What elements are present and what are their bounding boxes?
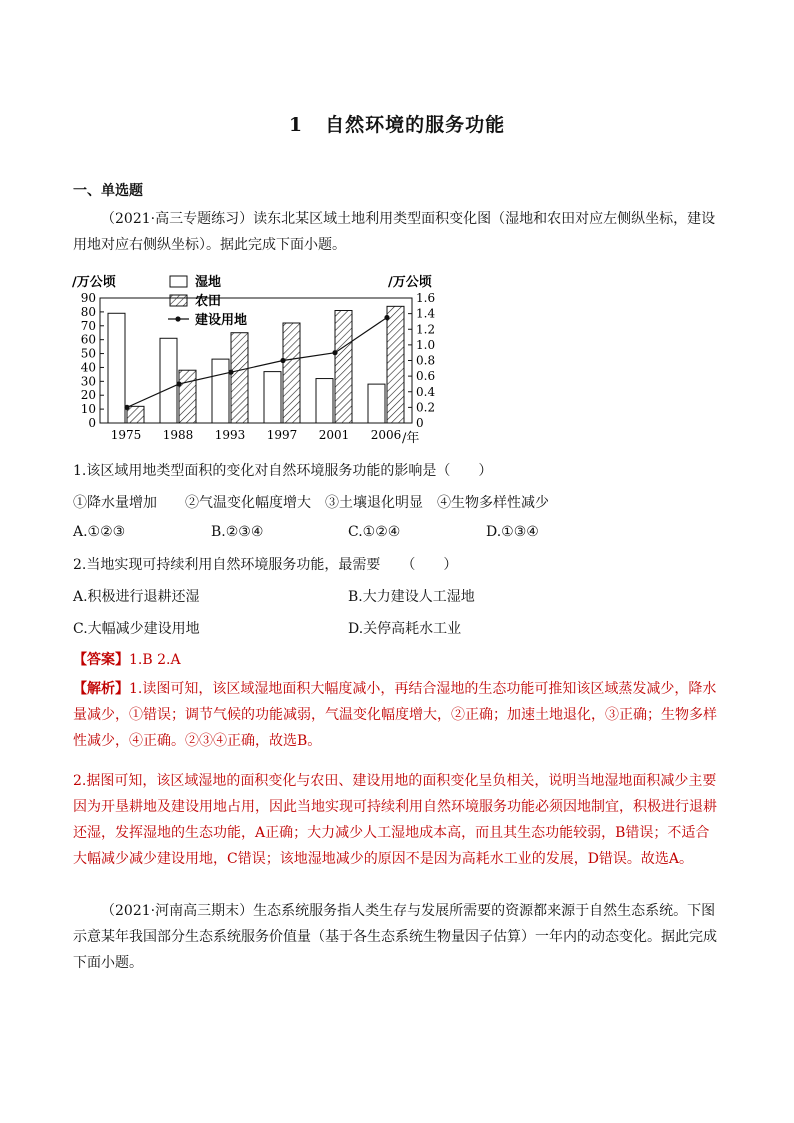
- wetland-bar: [368, 384, 385, 423]
- legend-farmland-swatch: [170, 295, 187, 306]
- left-axis-unit: /万公顷: [72, 275, 116, 290]
- answer-line: [73, 649, 181, 669]
- right-tick-label: 1.0: [416, 337, 436, 352]
- construction-land-point: [124, 405, 129, 410]
- chart-legend: [168, 274, 247, 328]
- right-tick-label: 0.6: [416, 369, 436, 384]
- right-tick-label: 1.6: [416, 291, 436, 305]
- x-tick-label: 1988: [162, 428, 194, 442]
- analysis-tag: 【解析】: [73, 681, 129, 697]
- answer-tag: 【答案】: [73, 652, 129, 668]
- wetland-bar: [160, 338, 177, 423]
- q2-option-c: C.大幅减少建设用地: [73, 621, 200, 637]
- title-text: 自然环境的服务功能: [325, 114, 506, 136]
- farmland-bar: [283, 323, 300, 423]
- right-tick-label: 0.2: [416, 400, 436, 415]
- x-tick-label: 2001: [318, 428, 350, 442]
- farmland-bar: [231, 333, 248, 423]
- legend-construction-marker: [175, 316, 180, 321]
- question-intro-2: （2021·河南高三期末）生态系统服务指人类生存与发展所需要的资源都来源于自然生态系统。下图示意某年我国部分生态系统服务价值量（基于各生态系统生物量因子估算）一年内的动态变化。据此完成下面小题。: [73, 903, 717, 971]
- farmland-bar: [179, 370, 196, 423]
- construction-land-point: [332, 350, 337, 355]
- left-tick-label: 60: [80, 332, 96, 347]
- analysis-1: [73, 676, 723, 754]
- left-tick-label: 20: [80, 388, 96, 403]
- legend-construction-label: 建设用地: [195, 313, 248, 328]
- farmland-bar: [387, 306, 404, 423]
- analysis-1-text: 1.读图可知，该区域湿地面积大幅度减小，再结合湿地的生态功能可推知该区域蒸发减少，降水量减少，①错误；调节气候的功能减弱，气温变化幅度增大，②正确；加速土地退化，③正确；生物多样性减少，④正确。②③④正确，故选B。: [73, 681, 717, 749]
- x-tick-label: 2006: [370, 428, 402, 442]
- question-1-items: ①降水量增加 ②气温变化幅度增大 ③土壤退化明显 ④生物多样性减少: [73, 495, 549, 511]
- left-tick-label: 80: [80, 304, 96, 319]
- construction-land-point: [176, 381, 181, 386]
- construction-land-point: [384, 315, 389, 320]
- wetland-bar: [212, 359, 229, 423]
- x-tick-label: 1993: [214, 428, 246, 442]
- construction-land-point: [280, 358, 285, 363]
- wetland-bar: [264, 372, 281, 423]
- q2-option-b: B.大力建设人工湿地: [348, 589, 475, 605]
- left-tick-label: 30: [80, 374, 96, 389]
- q1-option-d: D.①③④: [486, 524, 539, 540]
- legend-wetland-label: 湿地: [195, 275, 222, 290]
- x-tick-label: 1975: [110, 428, 142, 442]
- right-tick-label: 0.4: [416, 384, 436, 399]
- wetland-bar: [316, 379, 333, 423]
- right-tick-label: 0: [416, 416, 424, 430]
- q1-option-c: C.①②④: [348, 524, 401, 540]
- left-tick-label: 70: [80, 318, 96, 333]
- land-use-chart: [70, 270, 450, 445]
- analysis-2: 2.据图可知，该区域湿地的面积变化与农田、建设用地的面积变化呈负相关，说明当地湿地面积减少主要因为开垦耕地及建设用地占用，因此当地实现可持续利用自然环境服务功能必须因地制宜，积极进行退耕还湿，发挥湿地的生态功能，A正确；大力减少人工湿地成本高，而且其生态功能较弱，B错误；不适合大幅减少减少建设用地，C错误；该地湿地减少的原因不是因为高耗水工业的发展，D错误。故选A。: [73, 773, 717, 867]
- q2-option-a: A.积极进行退耕还湿: [73, 589, 200, 605]
- wetland-bar: [108, 313, 125, 423]
- right-tick-label: 1.2: [416, 322, 436, 337]
- x-tick-label: 1997: [266, 428, 298, 442]
- left-tick-label: 0: [88, 416, 96, 430]
- legend-wetland-swatch: [170, 276, 187, 287]
- right-tick-label: 0.8: [416, 353, 436, 368]
- q2-option-d: D.关停高耗水工业: [348, 621, 462, 637]
- construction-land-point: [228, 370, 233, 375]
- answer-text: 1.B 2.A: [129, 652, 181, 668]
- title-number: 1: [288, 114, 304, 136]
- left-tick-label: 90: [80, 291, 96, 305]
- question-2: 2.当地实现可持续利用自然环境服务功能，最需要 （ ）: [73, 557, 458, 573]
- left-tick-label: 50: [80, 346, 96, 361]
- right-axis-unit: /万公顷: [388, 275, 432, 290]
- x-axis-unit: /年: [402, 431, 420, 445]
- farmland-bar: [127, 406, 144, 423]
- farmland-bar: [335, 311, 352, 424]
- q1-option-b: B.②③④: [211, 524, 264, 540]
- left-tick-label: 40: [80, 360, 96, 375]
- question-intro-1: （2021·高三专题练习）读东北某区域土地利用类型面积变化图（湿地和农田对应左侧纵坐标，建设用地对应右侧纵坐标）。据此完成下面小题。: [73, 211, 716, 253]
- q1-option-a: A.①②③: [73, 524, 126, 540]
- section-heading: 一、单选题: [73, 183, 143, 199]
- page-title: [0, 110, 794, 137]
- legend-farmland-label: 农田: [195, 294, 222, 309]
- right-tick-label: 1.4: [416, 306, 436, 321]
- left-tick-label: 10: [80, 402, 96, 417]
- plot-frame: [100, 298, 412, 423]
- question-1: 1.该区域用地类型面积的变化对自然环境服务功能的影响是（ ）: [73, 463, 493, 479]
